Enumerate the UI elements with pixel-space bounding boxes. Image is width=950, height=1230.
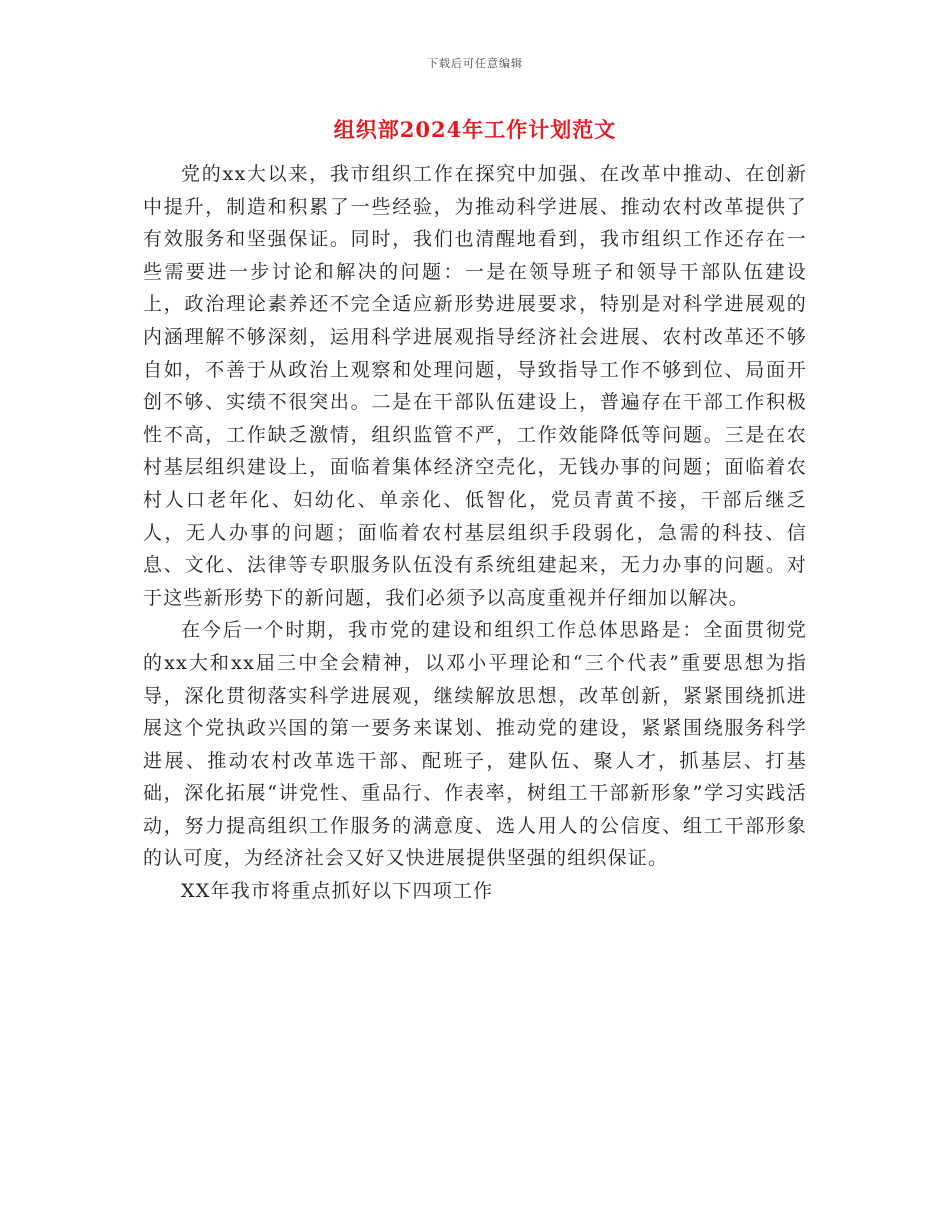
paragraph-key-tasks-lead: XX年我市将重点抓好以下四项工作 bbox=[181, 880, 494, 903]
document-title: 组织部2024年工作计划范文 bbox=[333, 117, 617, 142]
page-header-note: 下载后可任意编辑 bbox=[427, 57, 523, 70]
paragraph-overall-approach: 在今后一个时期，我市党的建设和组织工作总体思路是：全面贯彻党的xx大和xx届三中全会精神，以邓小平理论和“三个代表”重要思想为指导，深化贯彻落实科学进展观，继续解放思想，改革创新，紧紧围绕抓进展这个党执政兴国的第一要务来谋划、推动党的建设，紧紧围绕服务科学进展、推动农村改革选干部、配班子，建队伍、聚人才，抓基层、打基础，深化拓展“讲党性、重品行、作表率，树组工干部新形象”学习实践活动，努力提高组织工作服务的满意度、选人用人的公信度、组工干部形象的认可度，为经济社会又好又快进展提供坚强的组织保证。 bbox=[143, 619, 807, 870]
paragraph-intro: 党的xx大以来，我市组织工作在探究中加强、在改革中推动、在创新中提升，制造和积累了一些经验，为推动科学进展、推动农村改革提供了有效服务和坚强保证。同时，我们也清醒地看到，我市组织工作还存在一些需要进一步讨论和解决的问题：一是在领导班子和领导干部队伍建设上，政治理论素养还不完全适应新形势进展要求，特别是对科学进展观的内涵理解不够深刻，运用科学进展观指导经济社会进展、农村改革还不够自如，不善于从政治上观察和处理问题，导致指导工作不够到位、局面开创不够、实绩不很突出。二是在干部队伍建设上，普遍存在干部工作积极性不高，工作缺乏激情，组织监管不严，工作效能降低等问题。三是在农村基层组织建设上，面临着集体经济空壳化，无钱办事的问题；面临着农村人口老年化、妇幼化、单亲化、低智化，党员青黄不接，干部后继乏人，无人办事的问题；面临着农村基层组织手段弱化，急需的科技、信息、文化、法律等专职服务队伍没有系统组建起来，无力办事的问题。对于这些新形势下的新问题，我们必须予以高度重视并仔细加以解决。 bbox=[143, 163, 807, 609]
document-body bbox=[143, 158, 807, 908]
